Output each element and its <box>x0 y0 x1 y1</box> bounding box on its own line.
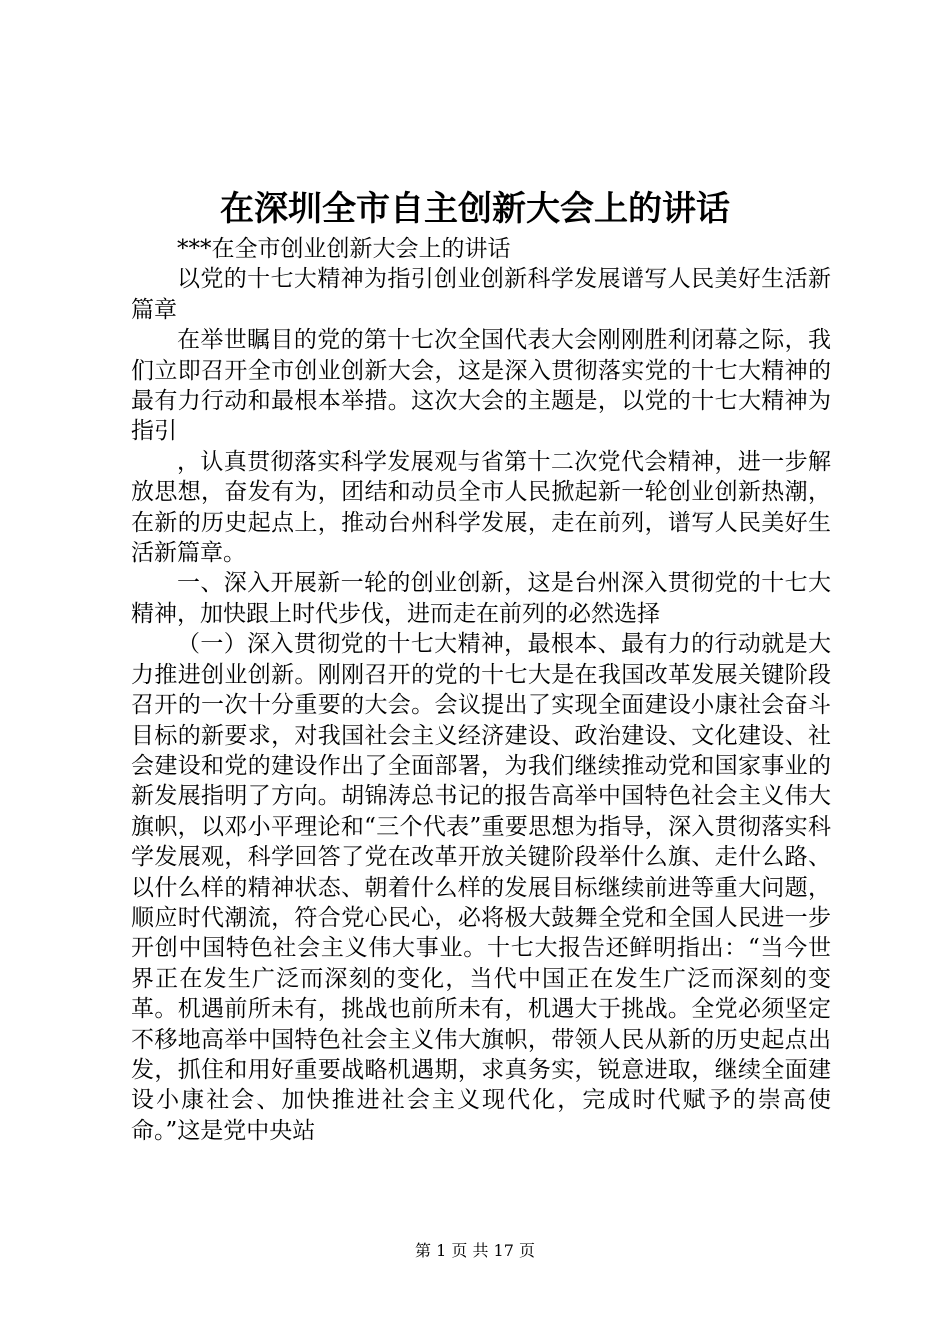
paragraph-subsection: （一）深入贯彻党的十七大精神，最根本、最有力的行动就是大力推进创业创新。刚刚召开的党的十七大是在我国改革发展关键阶段召开的一次十分重要的大会。会议提出了实现全面建设小康社会奋斗目标的新要求，对我国社会主义经济建设、政治建设、文化建设、社会建设和党的建设作出了全面部署，为我们继续推动党和国家事业的新发展指明了方向。胡锦涛总书记的报告高举中国特色社会主义伟大旗帜，以邓小平理论和“三个代表”重要思想为指导，深入贯彻落实科学发展观，科学回答了党在改革开放关键阶段举什么旗、走什么路、以什么样的精神状态、朝着什么样的发展目标继续前进等重大问题，顺应时代潮流，符合党心民心，必将极大鼓舞全党和全国人民进一步开创中国特色社会主义伟大事业。十七大报告还鲜明指出：“当今世界正在发生广泛而深刻的变化，当代中国正在发生广泛而深刻的变革。机遇前所未有，挑战也前所未有，机遇大于挑战。全党必须坚定不移地高举中国特色社会主义伟大旗帜，带领人民从新的历史起点出发，抓住和用好重要战略机遇期，求真务实，锐意进取，继续全面建设小康社会、加快推进社会主义现代化，完成时代赋予的崇高使命。”这是党中央站 <box>131 631 831 1144</box>
paragraph-section-heading: 一、深入开展新一轮的创业创新，这是台州深入贯彻党的十七大精神，加快跟上时代步伐，进而走在前列的必然选择 <box>131 570 831 627</box>
page-number-footer: 第 1 页 共 17 页 <box>415 1241 535 1260</box>
document-title: 在深圳全市自主创新大会上的讲话 <box>220 189 730 229</box>
paragraph-theme: ，认真贯彻落实科学发展观与省第十二次党代会精神，进一步解放思想，奋发有为，团结和动员全市人民掀起新一轮创业创新热潮，在新的历史起点上，推动台州科学发展，走在前列，谱写人民美好生活新篇章。 <box>131 448 831 567</box>
document-body <box>131 234 831 1146</box>
paragraph-intro: 在举世瞩目的党的第十七次全国代表大会刚刚胜利闭幕之际，我们立即召开全市创业创新大会，这是深入贯彻落实党的十七大精神的最有力行动和最根本举措。这次大会的主题是，以党的十七大精神为指引 <box>131 327 831 445</box>
paragraph-author-line: ***在全市创业创新大会上的讲话 <box>177 236 511 262</box>
paragraph-subtitle: 以党的十七大精神为指引创业创新科学发展谱写人民美好生活新篇章 <box>131 266 831 323</box>
